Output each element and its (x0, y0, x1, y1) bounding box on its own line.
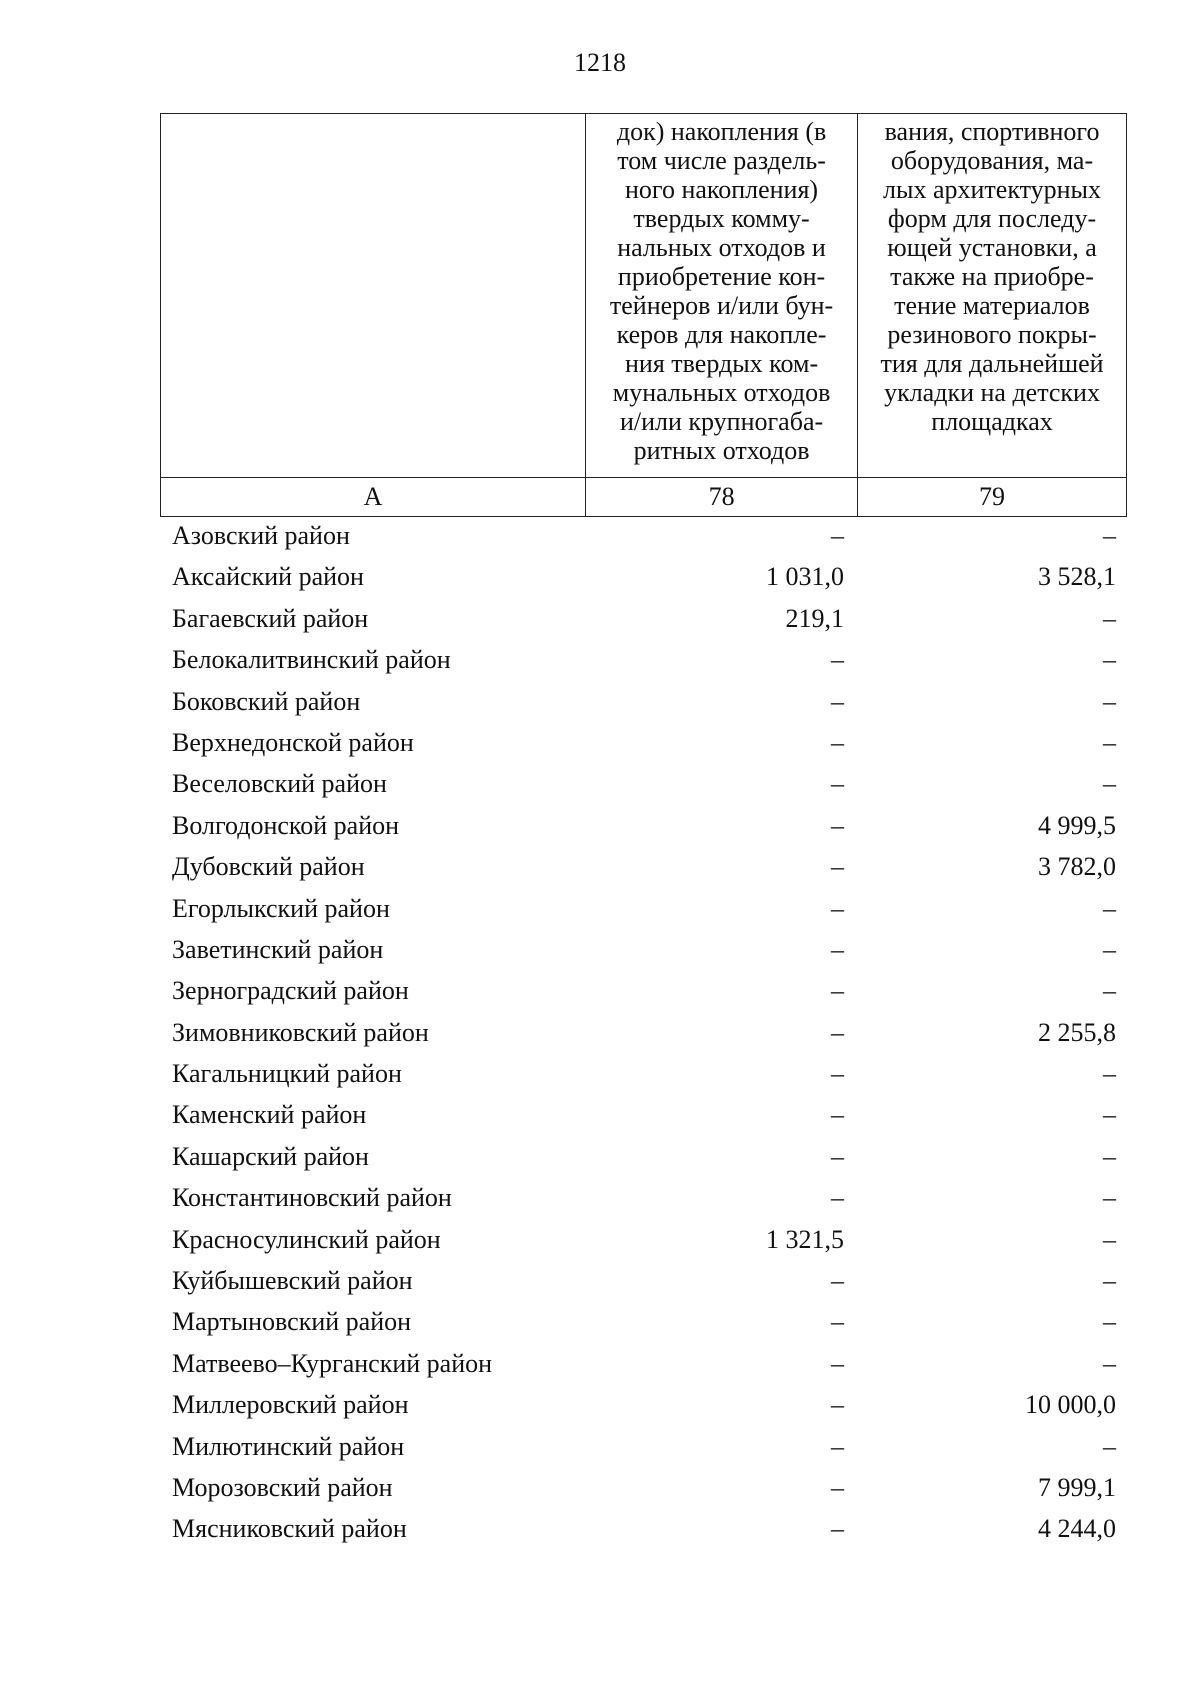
value-col-78: – (831, 686, 844, 716)
table-row (172, 1343, 1116, 1384)
table-row (172, 1053, 1116, 1094)
district-name: Морозовский район (172, 1472, 393, 1502)
table-row (172, 1301, 1116, 1342)
value-col-79: 7 999,1 (1038, 1472, 1116, 1502)
district-name: Боковский район (172, 686, 361, 716)
value-col-79: – (1103, 727, 1116, 757)
value-col-79: – (1103, 934, 1116, 964)
table-row (172, 1012, 1116, 1053)
table-row (172, 1094, 1116, 1135)
value-col-78: – (831, 1017, 844, 1047)
value-col-78: – (831, 645, 844, 675)
table-row (172, 598, 1116, 639)
value-col-79: – (1103, 893, 1116, 923)
value-col-79: 4 999,5 (1038, 810, 1116, 840)
district-name: Матвеево–Курганский район (172, 1348, 493, 1378)
district-name: Верхнедонской район (172, 727, 414, 757)
table-row (172, 556, 1116, 597)
value-col-79: – (1103, 603, 1116, 633)
table-row (172, 970, 1116, 1011)
table-row (172, 888, 1116, 929)
value-col-78: 219,1 (785, 603, 844, 633)
value-col-78: 1 321,5 (766, 1224, 844, 1254)
column-number-row (161, 478, 1127, 517)
table-row (172, 1384, 1116, 1425)
value-col-78: – (831, 1390, 844, 1420)
value-col-78: – (831, 1431, 844, 1461)
value-col-78: – (831, 1100, 844, 1130)
table-row (172, 515, 1116, 556)
district-name: Кагальницкий район (172, 1059, 402, 1089)
value-col-79: – (1103, 1348, 1116, 1378)
value-col-79: 3 782,0 (1038, 852, 1116, 882)
value-col-79: 10 000,0 (1025, 1390, 1116, 1420)
table-row (172, 1260, 1116, 1301)
district-name: Зерноградский район (172, 976, 409, 1006)
table-body (172, 515, 1116, 1550)
value-col-78: – (831, 1472, 844, 1502)
value-col-78: – (831, 1141, 844, 1171)
value-col-78: – (831, 1266, 844, 1296)
district-name: Мартыновский район (172, 1307, 412, 1337)
value-col-78: 1 031,0 (766, 562, 844, 592)
district-name: Каменский район (172, 1100, 367, 1130)
value-col-79: – (1103, 1431, 1116, 1461)
table-row (172, 763, 1116, 804)
value-col-79: – (1103, 1266, 1116, 1296)
value-col-78: – (831, 1348, 844, 1378)
value-col-78: – (831, 727, 844, 757)
value-col-79: – (1103, 1224, 1116, 1254)
value-col-79: – (1103, 521, 1116, 550)
value-col-79: – (1103, 1141, 1116, 1171)
district-name: Дубовский район (172, 852, 365, 882)
value-col-78: – (831, 1307, 844, 1337)
value-col-79: 3 528,1 (1038, 562, 1116, 592)
table-row (172, 1177, 1116, 1218)
value-col-78: – (831, 893, 844, 923)
table-row (172, 681, 1116, 722)
district-name: Белокалитвинский район (172, 645, 451, 675)
district-name: Зимовниковский район (172, 1017, 429, 1047)
table-row (172, 1508, 1116, 1549)
column-number-78: 78 (586, 478, 858, 517)
district-name: Багаевский район (172, 603, 369, 633)
district-name: Куйбышевский район (172, 1266, 413, 1296)
value-col-78: – (831, 1514, 844, 1544)
value-col-78: – (831, 976, 844, 1006)
value-col-79: – (1103, 645, 1116, 675)
column-number-a: А (161, 478, 586, 517)
column-number-79: 79 (858, 478, 1127, 517)
header-cell-a (161, 114, 586, 478)
header-cell-79: вания, спортивного оборудования, ма- лых архитектурных форм для последу- ющей установки, а также на приобре- тение материалов резинового покры- тия для дальнейшей укладки на детских площадках (858, 114, 1127, 478)
value-col-78: – (831, 934, 844, 964)
table-row (172, 929, 1116, 970)
value-col-79: – (1103, 1307, 1116, 1337)
table-row (172, 722, 1116, 763)
table-row (172, 1136, 1116, 1177)
table-row (172, 1467, 1116, 1508)
value-col-78: – (831, 852, 844, 882)
table-header (160, 113, 1127, 517)
value-col-79: – (1103, 1100, 1116, 1130)
table-row (172, 805, 1116, 846)
district-name: Миллеровский район (172, 1390, 409, 1420)
district-name: Кашарский район (172, 1141, 369, 1171)
value-col-79: – (1103, 976, 1116, 1006)
table-row (172, 846, 1116, 887)
district-name: Милютинский район (172, 1431, 405, 1461)
value-col-78: – (831, 1183, 844, 1213)
value-col-79: – (1103, 769, 1116, 799)
district-name: Волгодонской район (172, 810, 400, 840)
district-name: Аксайский район (172, 562, 364, 592)
district-name: Егорлыкский район (172, 893, 390, 923)
value-col-79: 2 255,8 (1038, 1017, 1116, 1047)
district-name: Азовский район (172, 521, 350, 550)
value-col-79: – (1103, 686, 1116, 716)
value-col-79: – (1103, 1059, 1116, 1089)
table-row (172, 639, 1116, 680)
district-name: Заветинский район (172, 934, 384, 964)
page-number: 1218 (574, 48, 626, 77)
value-col-78: – (831, 769, 844, 799)
table-row (172, 1426, 1116, 1467)
district-name: Веселовский район (172, 769, 387, 799)
header-row (161, 114, 1127, 478)
district-name: Константиновский район (172, 1183, 452, 1213)
value-col-79: – (1103, 1183, 1116, 1213)
value-col-78: – (831, 521, 844, 550)
district-name: Мясниковский район (172, 1514, 407, 1544)
value-col-78: – (831, 1059, 844, 1089)
table-row (172, 1219, 1116, 1260)
district-name: Красносулинский район (172, 1224, 441, 1254)
header-cell-78: док) накопления (в том числе раздель- ного накопления) твердых комму- нальных отходов и приобретение кон- тейнеров и/или бун- керов для накопле- ния твердых ком- мунальных отходов и/или крупногаба- ритных отходов (586, 114, 858, 478)
value-col-78: – (831, 810, 844, 840)
value-col-79: 4 244,0 (1038, 1514, 1116, 1544)
